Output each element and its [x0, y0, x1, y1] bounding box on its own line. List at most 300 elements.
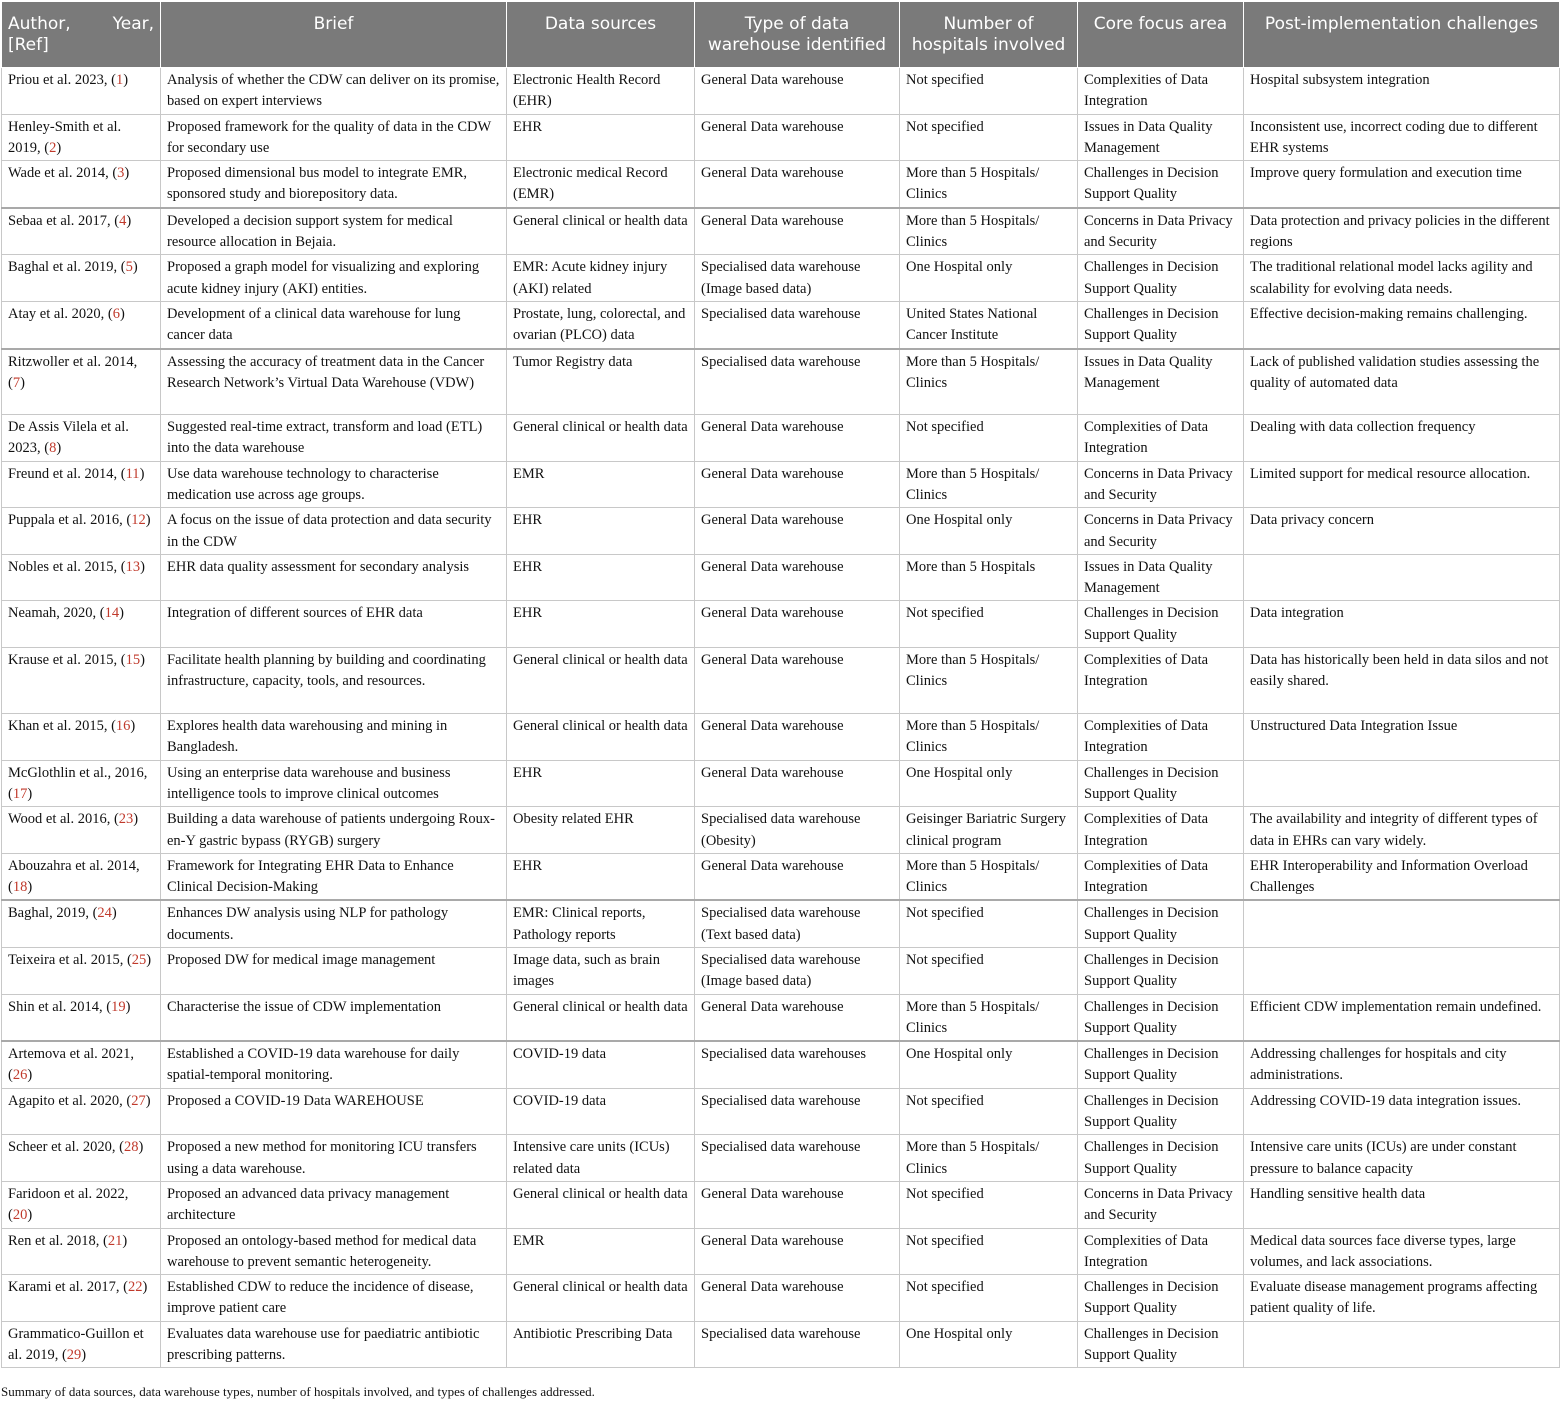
cell-brief: Proposed DW for medical image management: [161, 948, 507, 995]
cell-focus-area: Challenges in Decision Support Quality: [1078, 994, 1244, 1041]
header-row: [2, 2, 1560, 68]
table-row: [2, 714, 1560, 761]
cell-challenge: Inconsistent use, incorrect coding due to different EHR systems: [1244, 114, 1560, 161]
cell-warehouse-type: General Data warehouse: [695, 714, 900, 761]
cell-challenge: The traditional relational model lacks agility and scalability for evolving data needs.: [1244, 255, 1560, 302]
cell-author: [2, 301, 161, 348]
cell-warehouse-type: Specialised data warehouse: [695, 1135, 900, 1182]
cell-challenge: Effective decision-making remains challenging.: [1244, 301, 1560, 348]
cell-data-source: Electronic medical Record (EMR): [507, 161, 695, 208]
cell-data-source: Antibiotic Prescribing Data: [507, 1321, 695, 1368]
cell-focus-area: Challenges in Decision Support Quality: [1078, 1321, 1244, 1368]
cell-data-source: EHR: [507, 853, 695, 900]
cell-challenge: Data privacy concern: [1244, 508, 1560, 555]
cell-data-source: General clinical or health data: [507, 208, 695, 255]
cell-warehouse-type: General Data warehouse: [695, 1181, 900, 1228]
cell-focus-area: Concerns in Data Privacy and Security: [1078, 461, 1244, 508]
cell-data-source: General clinical or health data: [507, 714, 695, 761]
author-text-end: ): [140, 558, 145, 575]
author-text: Baghal et al. 2019, (: [8, 259, 126, 276]
cell-hospitals: Not specified: [900, 900, 1078, 947]
cell-author: [2, 1041, 161, 1088]
author-text: Artemova et al. 2021, (: [8, 1046, 135, 1084]
cell-author: [2, 1275, 161, 1322]
cell-author: [2, 648, 161, 714]
table-row: [2, 349, 1560, 415]
cell-author: [2, 1088, 161, 1135]
cell-focus-area: Challenges in Decision Support Quality: [1078, 1135, 1244, 1182]
cell-data-source: General clinical or health data: [507, 648, 695, 714]
author-text: Henley-Smith et al. 2019, (: [8, 118, 122, 156]
author-text-end: ): [142, 1279, 148, 1296]
cell-brief: Analysis of whether the CDW can deliver on its promise, based on expert interviews: [161, 68, 507, 115]
cell-challenge: [1244, 900, 1560, 947]
table-row: [2, 114, 1560, 161]
author-text: Khan et al. 2015, (: [8, 718, 116, 735]
author-text: Nobles et al. 2015, (: [8, 558, 126, 575]
cell-data-source: EHR: [507, 601, 695, 648]
cell-data-source: EMR: [507, 461, 695, 508]
cell-challenge: Improve query formulation and execution time: [1244, 161, 1560, 208]
table-row: [2, 994, 1560, 1041]
cell-focus-area: Challenges in Decision Support Quality: [1078, 948, 1244, 995]
author-text-end: ): [132, 259, 138, 276]
cell-hospitals: More than 5 Hospitals/ Clinics: [900, 461, 1078, 508]
cell-warehouse-type: General Data warehouse: [695, 601, 900, 648]
cell-brief: Proposed dimensional bus model to integrate EMR, sponsored study and biorepository data.: [161, 161, 507, 208]
cell-author: [2, 760, 161, 807]
author-text-end: ): [119, 305, 125, 322]
reference-link[interactable]: 25: [131, 952, 147, 968]
table-row: [2, 648, 1560, 714]
author-text-end: ): [119, 605, 124, 622]
header-focus-area: Core focus area: [1078, 2, 1244, 68]
reference-link[interactable]: 18: [12, 879, 28, 896]
cell-hospitals: One Hospital only: [900, 760, 1078, 807]
cell-brief: Proposed an advanced data privacy management architecture: [161, 1181, 507, 1228]
table-row: [2, 1321, 1560, 1368]
author-text: Freund et al. 2014, (: [8, 465, 126, 482]
author-text-end: ): [81, 1347, 87, 1364]
cell-focus-area: Challenges in Decision Support Quality: [1078, 1275, 1244, 1322]
cell-focus-area: Challenges in Decision Support Quality: [1078, 161, 1244, 208]
author-text: Priou et al. 2023, (: [8, 72, 116, 88]
cell-hospitals: Not specified: [900, 1181, 1078, 1228]
cell-challenge: Addressing COVID-19 data integration issues.: [1244, 1088, 1560, 1135]
cell-data-source: General clinical or health data: [507, 415, 695, 462]
cell-focus-area: Concerns in Data Privacy and Security: [1078, 508, 1244, 555]
cell-challenge: [1244, 554, 1560, 601]
cell-brief: Building a data warehouse of patients undergoing Roux-en-Y gastric bypass (RYGB) surgery: [161, 807, 507, 854]
cell-challenge: Medical data sources face diverse types, large volumes, and lack associations.: [1244, 1228, 1560, 1275]
cell-data-source: General clinical or health data: [507, 1275, 695, 1322]
cell-warehouse-type: Specialised data warehouse: [695, 1088, 900, 1135]
cell-data-source: EHR: [507, 508, 695, 555]
table-row: [2, 508, 1560, 555]
cell-challenge: Intensive care units (ICUs) are under constant pressure to balance capacity: [1244, 1135, 1560, 1182]
author-text: McGlothlin et al., 2016, (: [8, 764, 148, 802]
cell-warehouse-type: General Data warehouse: [695, 1275, 900, 1322]
cell-warehouse-type: General Data warehouse: [695, 461, 900, 508]
cell-warehouse-type: Specialised data warehouse (Image based data): [695, 948, 900, 995]
table-body: [2, 68, 1560, 1368]
table-container: [1, 1, 1559, 1368]
cell-author: [2, 1228, 161, 1275]
cell-challenge: Limited support for medical resource allocation.: [1244, 461, 1560, 508]
cell-data-source: Image data, such as brain images: [507, 948, 695, 995]
cell-brief: Assessing the accuracy of treatment data in the Cancer Research Network’s Virtual Data Warehouse (VDW): [161, 349, 507, 415]
cell-challenge: Evaluate disease management programs affecting patient quality of life.: [1244, 1275, 1560, 1322]
cell-brief: Developed a decision support system for medical resource allocation in Bejaia.: [161, 208, 507, 255]
author-text-end: ): [27, 785, 33, 802]
cell-hospitals: Not specified: [900, 1275, 1078, 1322]
cell-warehouse-type: General Data warehouse: [695, 68, 900, 115]
cell-brief: Characterise the issue of CDW implementation: [161, 994, 507, 1041]
cell-hospitals: More than 5 Hospitals/ Clinics: [900, 853, 1078, 900]
table-row: [2, 1135, 1560, 1182]
reference-link[interactable]: 26: [12, 1067, 28, 1084]
cell-hospitals: More than 5 Hospitals/ Clinics: [900, 349, 1078, 415]
cell-author: [2, 601, 161, 648]
author-text: Grammatico-Guillon et al. 2019, (: [8, 1325, 144, 1364]
table-row: [2, 1181, 1560, 1228]
cell-author: [2, 714, 161, 761]
cell-author: [2, 1321, 161, 1368]
table-row: [2, 853, 1560, 900]
cell-focus-area: Complexities of Data Integration: [1078, 807, 1244, 854]
cell-warehouse-type: General Data warehouse: [695, 114, 900, 161]
author-text: Sebaa et al. 2017, (: [8, 212, 120, 229]
cell-brief: Proposed a new method for monitoring ICU transfers using a data warehouse.: [161, 1135, 507, 1182]
cell-warehouse-type: General Data warehouse: [695, 853, 900, 900]
header-author: Author, Year, [Ref]: [2, 2, 161, 68]
reference-link[interactable]: 12: [131, 512, 146, 529]
cell-focus-area: Concerns in Data Privacy and Security: [1078, 208, 1244, 255]
author-text-end: ): [56, 440, 62, 457]
cell-focus-area: Issues in Data Quality Management: [1078, 114, 1244, 161]
cell-focus-area: Complexities of Data Integration: [1078, 648, 1244, 714]
cell-brief: Established CDW to reduce the incidence of disease, improve patient care: [161, 1275, 507, 1322]
table-row: [2, 255, 1560, 302]
cell-brief: Development of a clinical data warehouse for lung cancer data: [161, 301, 507, 348]
table-row: [2, 415, 1560, 462]
header-brief: Brief: [161, 2, 507, 68]
cell-data-source: EHR: [507, 554, 695, 601]
cell-warehouse-type: General Data warehouse: [695, 1228, 900, 1275]
reference-link[interactable]: 29: [66, 1347, 82, 1364]
cell-hospitals: One Hospital only: [900, 255, 1078, 302]
cell-challenge: EHR Interoperability and Information Overload Challenges: [1244, 853, 1560, 900]
author-text: Abouzahra et al. 2014, (: [8, 857, 140, 896]
cell-challenge: Data integration: [1244, 601, 1560, 648]
table-row: [2, 208, 1560, 255]
cell-brief: Proposed an ontology-based method for medical data warehouse to prevent semantic heterogeneity.: [161, 1228, 507, 1275]
cell-hospitals: Not specified: [900, 1228, 1078, 1275]
cell-author: [2, 948, 161, 995]
cell-author: [2, 415, 161, 462]
cell-challenge: The availability and integrity of different types of data in EHRs can vary widely.: [1244, 807, 1560, 854]
table-row: [2, 601, 1560, 648]
cell-hospitals: More than 5 Hospitals/ Clinics: [900, 1135, 1078, 1182]
cell-author: [2, 161, 161, 208]
cell-warehouse-type: General Data warehouse: [695, 415, 900, 462]
cell-hospitals: Not specified: [900, 114, 1078, 161]
cell-focus-area: Complexities of Data Integration: [1078, 1228, 1244, 1275]
cell-warehouse-type: Specialised data warehouse: [695, 1321, 900, 1368]
cell-brief: Evaluates data warehouse use for paediatric antibiotic prescribing patterns.: [161, 1321, 507, 1368]
cell-warehouse-type: General Data warehouse: [695, 508, 900, 555]
author-text-end: ): [125, 998, 131, 1015]
cell-challenge: [1244, 760, 1560, 807]
table-row: [2, 554, 1560, 601]
cell-brief: Proposed a COVID-19 Data WAREHOUSE: [161, 1088, 507, 1135]
reference-link[interactable]: 2: [49, 139, 57, 156]
author-text-end: ): [123, 72, 129, 88]
cell-challenge: [1244, 1321, 1560, 1368]
table-row: [2, 1041, 1560, 1088]
cell-warehouse-type: General Data warehouse: [695, 554, 900, 601]
cell-focus-area: Challenges in Decision Support Quality: [1078, 760, 1244, 807]
author-text-end: ): [122, 1232, 128, 1249]
table-row: [2, 807, 1560, 854]
cell-focus-area: Challenges in Decision Support Quality: [1078, 1041, 1244, 1088]
cell-data-source: General clinical or health data: [507, 1181, 695, 1228]
cell-brief: Use data warehouse technology to characterise medication use across age groups.: [161, 461, 507, 508]
author-text: Teixeira et al. 2015, (: [8, 952, 132, 968]
table-row: [2, 760, 1560, 807]
cell-brief: Established a COVID-19 data warehouse for daily spatial-temporal monitoring.: [161, 1041, 507, 1088]
reference-link[interactable]: 5: [125, 259, 133, 276]
header-warehouse-type: Type of data warehouse identified: [695, 2, 900, 68]
cell-focus-area: Challenges in Decision Support Quality: [1078, 255, 1244, 302]
cell-warehouse-type: General Data warehouse: [695, 994, 900, 1041]
cell-data-source: Intensive care units (ICUs) related data: [507, 1135, 695, 1182]
reference-link[interactable]: 22: [128, 1279, 143, 1296]
cell-hospitals: United States National Cancer Institute: [900, 301, 1078, 348]
cell-brief: Using an enterprise data warehouse and business intelligence tools to improve clinical outcomes: [161, 760, 507, 807]
cell-challenge: Lack of published validation studies assessing the quality of automated data: [1244, 349, 1560, 415]
cell-brief: Proposed framework for the quality of data in the CDW for secondary use: [161, 114, 507, 161]
cell-hospitals: More than 5 Hospitals/ Clinics: [900, 994, 1078, 1041]
cell-hospitals: More than 5 Hospitals/ Clinics: [900, 208, 1078, 255]
cell-hospitals: Not specified: [900, 948, 1078, 995]
cell-author: [2, 807, 161, 854]
cell-author: [2, 349, 161, 415]
author-text: Wade et al. 2014, (: [8, 165, 118, 182]
author-text-end: ): [133, 811, 139, 828]
reference-link[interactable]: 21: [107, 1232, 123, 1249]
author-text-end: ): [27, 1067, 33, 1084]
author-text: Atay et al. 2020, (: [8, 305, 113, 322]
cell-focus-area: Issues in Data Quality Management: [1078, 554, 1244, 601]
cell-hospitals: Geisinger Bariatric Surgery clinical program: [900, 807, 1078, 854]
author-text-end: ): [146, 952, 152, 968]
cell-hospitals: Not specified: [900, 601, 1078, 648]
cell-hospitals: One Hospital only: [900, 1321, 1078, 1368]
author-text-end: ): [111, 905, 117, 922]
author-text-end: ): [56, 139, 62, 156]
cell-warehouse-type: General Data warehouse: [695, 208, 900, 255]
cell-author: [2, 255, 161, 302]
reference-link[interactable]: 27: [131, 1092, 146, 1109]
cell-hospitals: More than 5 Hospitals/ Clinics: [900, 161, 1078, 208]
table-row: [2, 1228, 1560, 1275]
cell-author: [2, 853, 161, 900]
cell-warehouse-type: Specialised data warehouse (Text based data): [695, 900, 900, 947]
cell-focus-area: Challenges in Decision Support Quality: [1078, 900, 1244, 947]
reference-link[interactable]: 16: [115, 718, 131, 735]
header-data-sources: Data sources: [507, 2, 695, 68]
cell-data-source: COVID-19 data: [507, 1041, 695, 1088]
author-text: Scheer et al. 2020, (: [8, 1139, 124, 1156]
table-row: [2, 1275, 1560, 1322]
table-row: [2, 68, 1560, 115]
cell-challenge: Hospital subsystem integration: [1244, 68, 1560, 115]
cell-data-source: EMR: Clinical reports, Pathology reports: [507, 900, 695, 947]
cell-author: [2, 554, 161, 601]
table-row: [2, 161, 1560, 208]
author-text-end: ): [145, 512, 151, 529]
cell-focus-area: Complexities of Data Integration: [1078, 68, 1244, 115]
author-text-end: ): [27, 1207, 33, 1224]
author-text-end: ): [139, 465, 145, 482]
cell-data-source: COVID-19 data: [507, 1088, 695, 1135]
cell-author: [2, 994, 161, 1041]
author-text-end: ): [140, 652, 145, 669]
reference-link[interactable]: 17: [12, 785, 28, 802]
reference-link[interactable]: 7: [12, 374, 21, 391]
author-text: Neamah, 2020, (: [8, 605, 105, 622]
reference-link[interactable]: 19: [111, 998, 126, 1015]
cell-warehouse-type: Specialised data warehouse: [695, 301, 900, 348]
reference-link[interactable]: 6: [112, 305, 120, 322]
cell-focus-area: Concerns in Data Privacy and Security: [1078, 1181, 1244, 1228]
author-text-end: ): [20, 374, 25, 391]
cell-data-source: Prostate, lung, colorectal, and ovarian (PLCO) data: [507, 301, 695, 348]
cell-data-source: EHR: [507, 760, 695, 807]
cell-data-source: Electronic Health Record (EHR): [507, 68, 695, 115]
reference-link[interactable]: 3: [117, 165, 125, 182]
cell-brief: Enhances DW analysis using NLP for pathology documents.: [161, 900, 507, 947]
cell-challenge: Data protection and privacy policies in the different regions: [1244, 208, 1560, 255]
reference-link[interactable]: 4: [119, 212, 127, 229]
cell-warehouse-type: Specialised data warehouse (Obesity): [695, 807, 900, 854]
cell-warehouse-type: General Data warehouse: [695, 760, 900, 807]
reference-link[interactable]: 15: [125, 652, 141, 669]
author-text-end: ): [124, 165, 130, 182]
cell-brief: Integration of different sources of EHR data: [161, 601, 507, 648]
header-hospitals: Number of hospitals involved: [900, 2, 1078, 68]
cell-hospitals: More than 5 Hospitals: [900, 554, 1078, 601]
cell-brief: Explores health data warehousing and mining in Bangladesh.: [161, 714, 507, 761]
reference-link[interactable]: 20: [12, 1207, 28, 1224]
cell-author: [2, 208, 161, 255]
header-challenges: Post-implementation challenges: [1244, 2, 1560, 68]
cell-author: [2, 114, 161, 161]
author-text-end: ): [138, 1139, 144, 1156]
cell-hospitals: One Hospital only: [900, 508, 1078, 555]
reference-link[interactable]: 1: [115, 72, 124, 88]
cell-focus-area: Complexities of Data Integration: [1078, 714, 1244, 761]
cell-hospitals: One Hospital only: [900, 1041, 1078, 1088]
cell-warehouse-type: General Data warehouse: [695, 161, 900, 208]
cell-brief: EHR data quality assessment for secondary analysis: [161, 554, 507, 601]
author-text-end: ): [27, 879, 33, 896]
cell-challenge: Unstructured Data Integration Issue: [1244, 714, 1560, 761]
reference-link[interactable]: 8: [49, 440, 57, 457]
cell-hospitals: Not specified: [900, 415, 1078, 462]
author-text-end: ): [126, 212, 132, 229]
cell-focus-area: Complexities of Data Integration: [1078, 415, 1244, 462]
cell-challenge: Handling sensitive health data: [1244, 1181, 1560, 1228]
cell-author: [2, 900, 161, 947]
cell-author: [2, 461, 161, 508]
author-text: Krause et al. 2015, (: [8, 652, 126, 669]
author-text: Faridoon et al. 2022, (: [8, 1185, 129, 1224]
cell-author: [2, 68, 161, 115]
author-text: Karami et al. 2017, (: [8, 1279, 128, 1296]
cell-data-source: EMR: Acute kidney injury (AKI) related: [507, 255, 695, 302]
cell-challenge: Dealing with data collection frequency: [1244, 415, 1560, 462]
reference-link[interactable]: 24: [97, 905, 112, 922]
cell-brief: Framework for Integrating EHR Data to Enhance Clinical Decision-Making: [161, 853, 507, 900]
author-text: De Assis Vilela et al. 2023, (: [8, 419, 129, 457]
author-text: Ren et al. 2018, (: [8, 1232, 108, 1249]
table-row: [2, 948, 1560, 995]
reference-link[interactable]: 23: [118, 811, 134, 828]
cell-brief: Facilitate health planning by building and coordinating infrastructure, capacity, tools, and resources.: [161, 648, 507, 714]
author-text: Wood et al. 2016, (: [8, 811, 119, 828]
cell-focus-area: Challenges in Decision Support Quality: [1078, 301, 1244, 348]
cell-focus-area: Complexities of Data Integration: [1078, 853, 1244, 900]
author-text: Puppala et al. 2016, (: [8, 512, 132, 529]
reference-link[interactable]: 28: [123, 1139, 139, 1156]
cell-focus-area: Challenges in Decision Support Quality: [1078, 1088, 1244, 1135]
cell-warehouse-type: Specialised data warehouse (Image based data): [695, 255, 900, 302]
cell-hospitals: More than 5 Hospitals/ Clinics: [900, 714, 1078, 761]
cell-challenge: Addressing challenges for hospitals and city administrations.: [1244, 1041, 1560, 1088]
cell-data-source: Obesity related EHR: [507, 807, 695, 854]
cell-brief: Suggested real-time extract, transform and load (ETL) into the data warehouse: [161, 415, 507, 462]
cell-brief: Proposed a graph model for visualizing and exploring acute kidney injury (AKI) entities.: [161, 255, 507, 302]
author-text: Baghal, 2019, (: [8, 905, 98, 922]
author-text: Agapito et al. 2020, (: [8, 1092, 132, 1109]
cell-challenge: Efficient CDW implementation remain undefined.: [1244, 994, 1560, 1041]
reference-link[interactable]: 11: [125, 465, 140, 482]
author-text: Ritzwoller et al. 2014, (: [8, 353, 138, 391]
author-text-end: ): [130, 718, 136, 735]
table-row: [2, 301, 1560, 348]
cell-author: [2, 1181, 161, 1228]
reference-link[interactable]: 14: [104, 605, 120, 622]
cell-warehouse-type: Specialised data warehouse: [695, 349, 900, 415]
table-row: [2, 1088, 1560, 1135]
table-caption: Summary of data sources, data warehouse types, number of hospitals involved, and types of challenges addressed.: [1, 1384, 595, 1399]
cell-warehouse-type: Specialised data warehouses: [695, 1041, 900, 1088]
cell-focus-area: Issues in Data Quality Management: [1078, 349, 1244, 415]
author-text: Shin et al. 2014, (: [8, 998, 112, 1015]
cell-warehouse-type: General Data warehouse: [695, 648, 900, 714]
cell-challenge: Data has historically been held in data silos and not easily shared.: [1244, 648, 1560, 714]
cell-brief: A focus on the issue of data protection and data security in the CDW: [161, 508, 507, 555]
cell-focus-area: Challenges in Decision Support Quality: [1078, 601, 1244, 648]
cell-hospitals: Not specified: [900, 1088, 1078, 1135]
cell-hospitals: Not specified: [900, 68, 1078, 115]
cell-data-source: EHR: [507, 114, 695, 161]
literature-summary-table: [1, 1, 1560, 1368]
reference-link[interactable]: 13: [125, 558, 141, 575]
table-row: [2, 461, 1560, 508]
